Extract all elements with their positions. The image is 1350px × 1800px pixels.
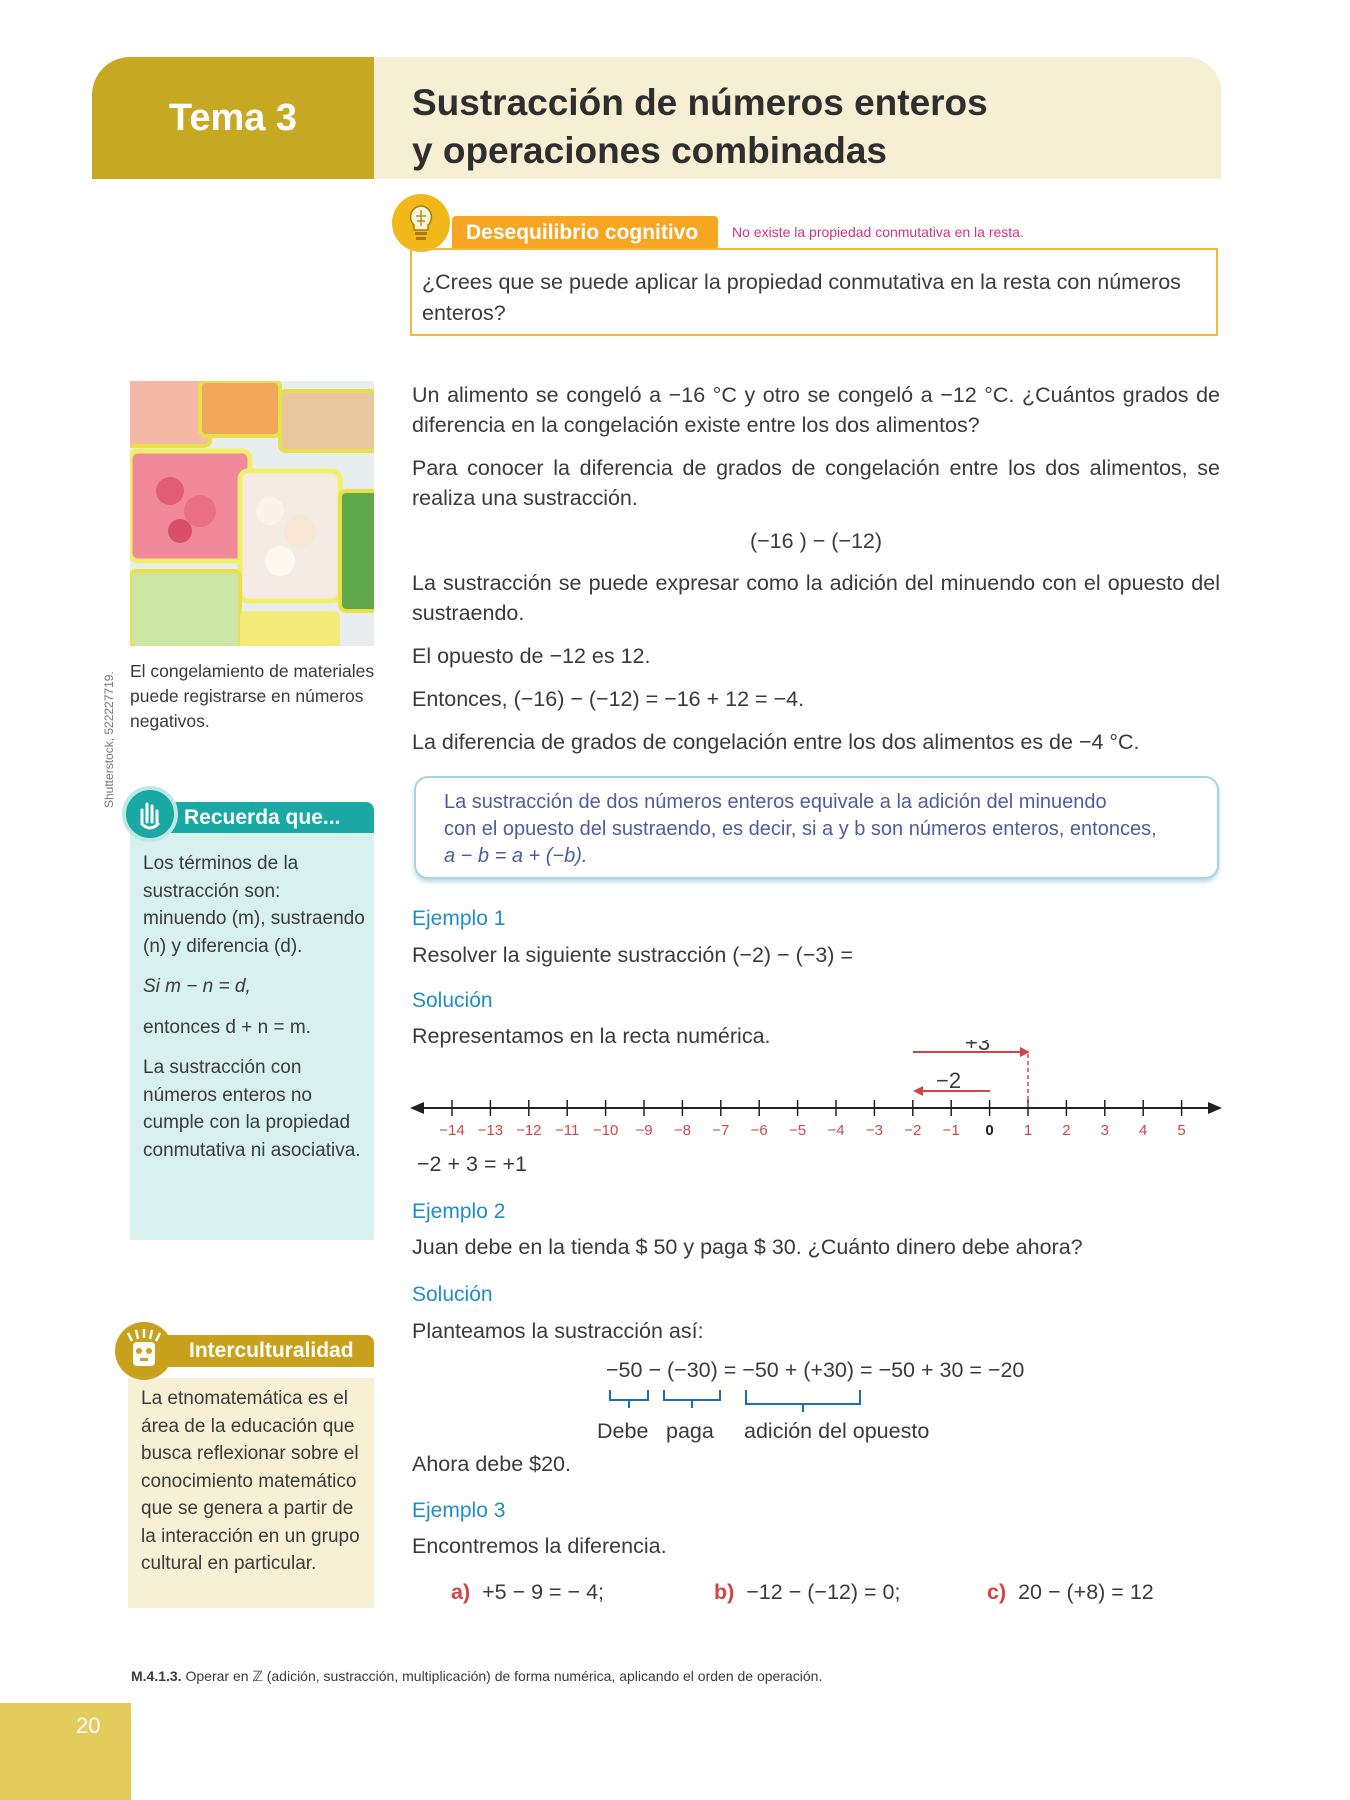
definition-line-1: La sustracción de dos números enteros equivale a la adición del minuendo: [444, 791, 1107, 813]
mask-icon: [115, 1322, 173, 1380]
page-number-bar: [0, 1703, 131, 1800]
recuerda-text: [143, 850, 368, 1177]
opposite-paragraph: El opuesto de −12 es 12.: [412, 644, 651, 668]
tick-label: 0: [985, 1122, 994, 1139]
label-adicion: adición del opuesto: [744, 1419, 930, 1443]
ejemplo2-statement: Juan debe en la tienda $ 50 y paga $ 30. ¿Cuánto dinero debe ahora?: [412, 1235, 1083, 1259]
title-banner: [374, 57, 1221, 179]
curriculum-footnote: [131, 1668, 822, 1685]
definition-box: [414, 776, 1219, 879]
ejemplo3-a-label: a): [451, 1580, 471, 1604]
definition-line-2: con el opuesto del sustraendo, es decir, si a y b son números enteros, entonces,: [444, 818, 1157, 840]
ejemplo1-solucion: Solución: [412, 989, 493, 1012]
desequilibrio-label: Desequilibrio cognitivo: [452, 216, 718, 250]
number-line: [410, 1040, 1230, 1150]
recuerda-p3: entonces d + n = m.: [143, 1016, 311, 1038]
tick-label: −4: [827, 1122, 845, 1139]
desequilibrio-question: ¿Crees que se puede aplicar la propiedad conmutativa en la resta con números enteros?: [422, 270, 1181, 325]
ejemplo3-text: Encontremos la diferencia.: [412, 1534, 667, 1558]
tick-label: 4: [1139, 1122, 1148, 1139]
desequilibrio-question-box: [410, 248, 1218, 336]
hand-icon: [122, 786, 178, 842]
ejemplo3-b: [714, 1580, 900, 1605]
tick-label: 2: [1062, 1122, 1071, 1139]
ejemplo1-text: Representamos en la recta numérica.: [412, 1024, 771, 1048]
ejemplo3-c-expr: 20 − (+8) = 12: [1018, 1580, 1154, 1604]
photo-credit: [102, 648, 122, 808]
tick-label: −9: [635, 1122, 653, 1139]
ejemplo1-title: Ejemplo 1: [412, 907, 506, 930]
recuerda-p2: Si m − n = d,: [143, 976, 251, 997]
ejemplo2-text: Planteamos la sustracción así:: [412, 1319, 704, 1343]
ejemplo3-c: [987, 1580, 1154, 1605]
title-line-2: y operaciones combinadas: [412, 130, 888, 171]
definition-formula: a − b = a + (−b).: [444, 845, 588, 867]
calculation-paragraph: Entonces, (−16) − (−12) = −16 + 12 = −4.: [412, 687, 805, 711]
tick-label: −11: [555, 1122, 580, 1139]
interculturalidad-title: Interculturalidad: [155, 1335, 374, 1367]
ejemplo3-title: Ejemplo 3: [412, 1499, 506, 1522]
label-paga: paga: [666, 1419, 714, 1443]
tick-label: −1: [942, 1122, 960, 1139]
tick-label: −10: [592, 1122, 619, 1139]
interculturalidad-text: La etnomatemática es el área de la educación que busca reflexionar sobre el conocimiento matemático que se genera a partir de la interacción en un grupo cultural en particular.: [141, 1388, 360, 1574]
conclusion-paragraph: La diferencia de grados de congelación entre los dos alimentos es de −4 °C.: [412, 730, 1140, 754]
ejemplo3-c-label: c): [987, 1580, 1007, 1604]
photo-caption: El congelamiento de materiales puede registrarse en números negativos.: [130, 661, 375, 731]
arrow-bottom-label: −2: [936, 1068, 962, 1093]
ejemplo3-b-label: b): [714, 1580, 735, 1604]
ejemplo2-title: Ejemplo 2: [412, 1200, 506, 1223]
tick-label: 1: [1023, 1122, 1033, 1139]
tick-label: 5: [1177, 1122, 1186, 1139]
tick-label: −14: [439, 1122, 465, 1139]
ejemplo2-result: Ahora debe $20.: [412, 1452, 571, 1476]
ejemplo1-statement: Resolver la siguiente sustracción (−2) − (−3) =: [412, 943, 853, 967]
tick-label: 3: [1100, 1122, 1109, 1139]
tick-label: −12: [516, 1122, 542, 1139]
tick-label: −3: [865, 1122, 883, 1139]
ejemplo2-solucion: Solución: [412, 1283, 493, 1306]
desequilibrio-note: No existe la propiedad conmutativa en la resta.: [732, 224, 1024, 240]
tick-label: −5: [789, 1122, 807, 1139]
recuerda-p1: Los términos de la sustracción son: minuendo (m), sustraendo (n) y diferencia (d).: [143, 853, 365, 957]
problem-paragraph: Un alimento se congeló a −16 °C y otro se congeló a −12 °C. ¿Cuántos grados de diferencia en la congelación existe entre los dos alimentos?: [412, 383, 1220, 437]
recuerda-p4: La sustracción con números enteros no cumple con la propiedad conmutativa ni asociativa.: [143, 1057, 361, 1161]
photo-credit-text: Shutterstock, 522227719.: [102, 671, 116, 808]
footnote-text: Operar en ℤ (adición, sustracción, multiplicación) de forma numérica, aplicando el orden de operación.: [185, 1668, 823, 1684]
tick-label: −6: [750, 1122, 768, 1139]
ejemplo3-a-expr: +5 − 9 = − 4;: [482, 1580, 605, 1604]
tick-label: −13: [477, 1122, 504, 1139]
lightbulb-icon: [392, 194, 450, 252]
tick-label: −2: [904, 1122, 922, 1139]
arrow-top-label: +3: [965, 1040, 991, 1055]
frozen-food-photo: [130, 381, 374, 646]
addition-paragraph: La sustracción se puede expresar como la adición del minuendo con el opuesto del sustraendo.: [412, 571, 1220, 625]
ejemplo2-brackets: [606, 1386, 866, 1414]
subtraction-expression: (−16 ) − (−12): [749, 529, 883, 553]
ejemplo3-b-expr: −12 − (−12) = 0;: [746, 1580, 901, 1604]
page-number: 20: [76, 1713, 101, 1738]
ejemplo2-expression: −50 − (−30) = −50 + (+30) = −50 + 30 = −20: [606, 1358, 1025, 1382]
ejemplo3-a: [451, 1580, 604, 1605]
ejemplo1-result: −2 + 3 = +1: [417, 1152, 527, 1176]
tema-badge: [92, 57, 374, 179]
tema-label: Tema 3: [168, 96, 298, 139]
label-debe: Debe: [597, 1419, 649, 1443]
tick-label: −8: [673, 1122, 691, 1139]
tick-label: −7: [712, 1122, 730, 1139]
page-title: [412, 79, 988, 175]
footnote-code: M.4.1.3.: [131, 1668, 182, 1684]
explanation-paragraph: Para conocer la diferencia de grados de congelación entre los dos alimentos, se realiza una sustracción.: [412, 456, 1220, 510]
title-line-1: Sustracción de números enteros: [412, 82, 988, 123]
recuerda-title: Recuerda que...: [150, 802, 374, 833]
